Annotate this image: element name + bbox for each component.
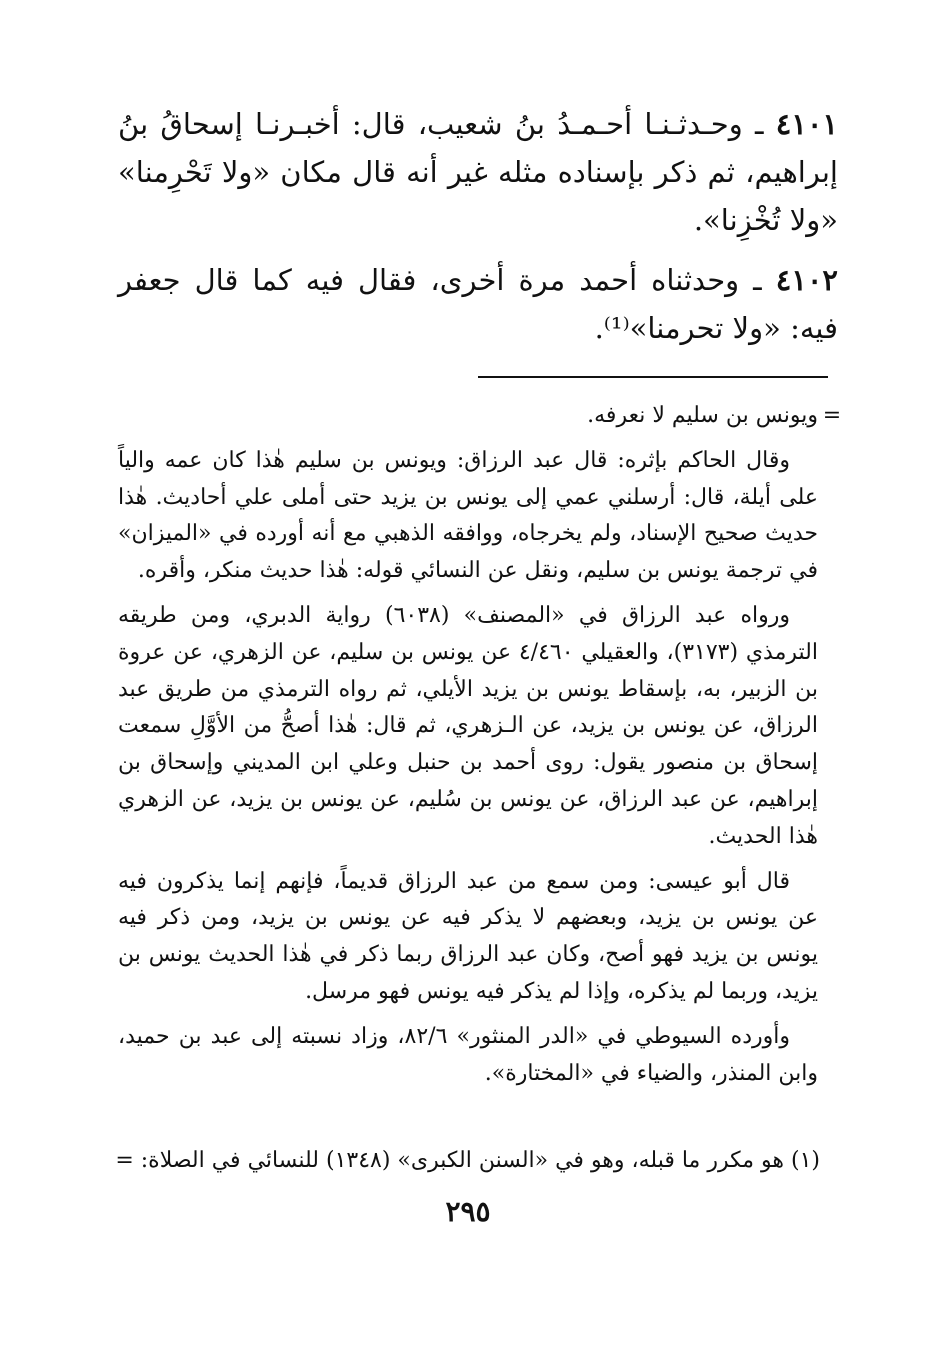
page-number: ٢٩٥	[445, 1195, 491, 1228]
main-hadith-text	[118, 100, 838, 364]
hadith-paragraph	[118, 256, 838, 352]
hadith-paragraph	[118, 100, 838, 244]
note-paragraph: وقال الحاكم بإثره: قال عبد الرزاق: ويونس بن سليم هٰذا كان عمه والياً على أيلة، قال: أرسلني عمي إلى يونس بن يزيد حتى أملى علي أحاديث. هٰذا حديث صحيح الإسناد، ولم يخرجاه، ووافقه الذهبي مع أنه أورده في «الميزان» في ترجمة يونس بن سليم، ونقل عن النسائي قوله: هٰذا حديث منكر، وأقره.	[118, 447, 818, 584]
footnote-divider	[478, 376, 828, 378]
note-paragraph: ويونس بن سليم لا نعرفه.	[587, 403, 818, 428]
note-paragraph: وأورده السيوطي في «الدر المنثور» ٨٢/٦، وزاد نسبته إلى عبد بن حميد، وابن المنذر، والضياء في «المختارة».	[118, 1023, 818, 1086]
footnote: (١) هو مكرر ما قبله، وهو في «السنن الكبرى» (١٣٤٨) للنسائي في الصلاة: =	[115, 1148, 820, 1173]
hadith-body: ـ وحـدثـنـا أحـمـدُ بنُ شعيب، قال: أخبـرنـا إسحاقُ بنُ إبراهيم، ثم ذكر بإسناده مثله غير أنه قال مكان «ولا تَحْرِمنا» «ولا تُخْزِنا».	[118, 107, 838, 237]
hadith-number: ٤١٠٢	[775, 263, 839, 297]
hadith-number: ٤١٠١	[775, 107, 839, 141]
hadith-body: ـ وحدثناه أحمد مرة أخرى، فقال فيه كما قال جعفر فيه: «ولا تحرمنا»⁽¹⁾.	[118, 263, 838, 345]
note-paragraph: قال أبو عيسى: ومن سمع من عبد الرزاق قديماً، فإنهم إنما يذكرون فيه عن يونس بن يزيد، وبعضهم لا يذكر فيه عن يونس بن يزيد، ومن ذكر فيه يونس بن يزيد فهو أصح، وكان عبد الرزاق ربما ذكر في هٰذا الحديث يونس بن يزيد، وربما لم يذكره، وإذا لم يذكر فيه يونس فهو مرسل.	[118, 868, 818, 1004]
note-paragraph: ورواه عبد الرزاق في «المصنف» (٦٠٣٨) رواية الدبري، ومن طريقه الترمذي (٣١٧٣)، والعقيلي ٤/٤٦٠ عن يونس بن سليم، عن الزهري، عن عروة بن الزبير، به، بإسقاط يونس بن يزيد الأيلي، ثم رواه الترمذي من طريق عبد الرزاق، عن يونس بن يزيد، عن الـزهري، ثم قال: هٰذا أصحُّ من الأوَّلِ سمعت إسحاق بن منصور يقول: روى أحمد بن حنبل وعلي ابن المديني وإسحاق بن إبراهيم، عن عبد الرزاق، عن يونس بن سُليم، عن يونس بن يزيد، عن الزهري هٰذا الحديث.	[118, 602, 818, 849]
continuation-mark: =	[822, 403, 842, 428]
commentary-notes	[118, 398, 818, 1100]
